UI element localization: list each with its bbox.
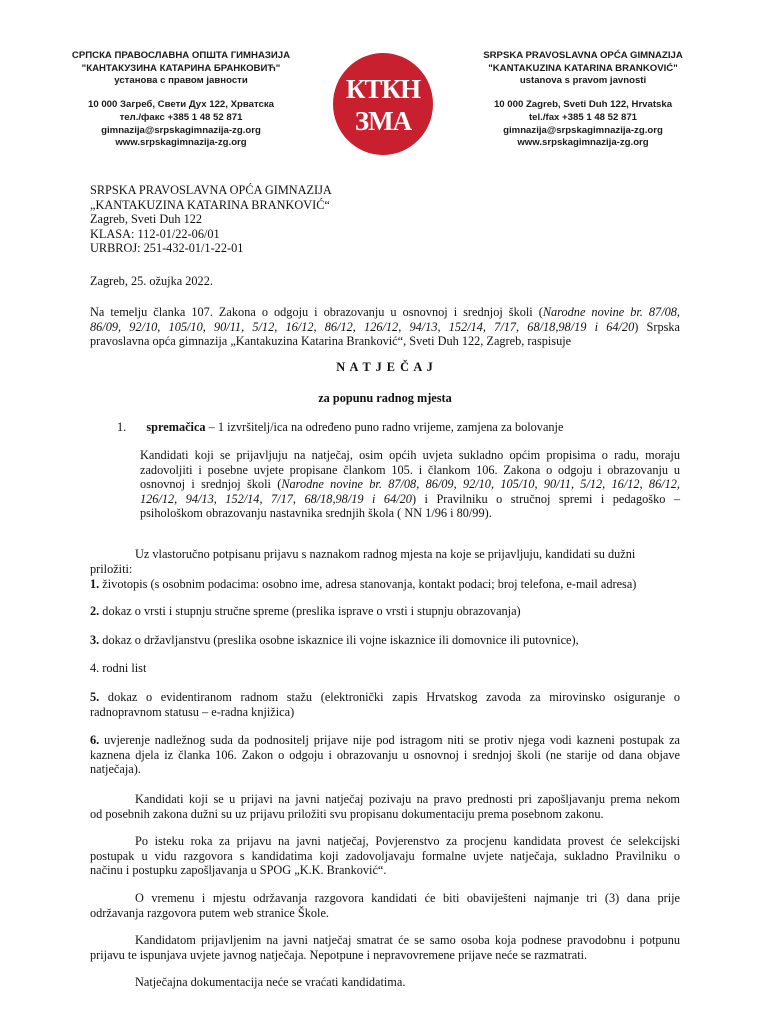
intro-paragraph: Na temelju članka 107. Zakona o odgoju i obrazovanju u osnovnoj i srednjoj školi (Narodne novine br. 87/08, 86/09, 92/10, 105/10, 90/11, 5/12, 16/12, 86/12, 126/12, 94/13, 152/14, 7/17, 68/18,98/19 i 64/20) Srpska pravoslavna opća gimnazija „Kantakuzina Katarina Branković“, Sveti Duh 122, Zagreb, raspisuje <box>90 305 680 349</box>
doc-item-6: 6. uvjerenje nadležnog suda da podnositelj prijave nije pod istragom niti se protiv njega vodi kazneni postupak za kaznena djela iz članka 106. Zakon o odgoju i obrazovanju u osnovnoj i srednjoj školi (ne starije od dana objave natječaja). <box>90 733 680 777</box>
doc-item-4: 4. rodni list <box>90 661 147 675</box>
school-status-latin: ustanova s pravom javnosti <box>519 75 647 87</box>
sender-subtitle: „KANTAKUZINA KATARINA BRANKOVIĆ“ <box>90 197 330 212</box>
school-name-cyrillic: СРПСКА ПРАВОСЛАВНА ОПШТА ГИМНАЗИЈА <box>71 50 291 61</box>
phone-latin: tel./fax +385 1 48 52 871 <box>528 111 637 123</box>
doc-item-5: 5. dokaz o evidentiranom radnom stažu (elektronički zapis Hrvatskog zavoda za mirovinsko osiguranje o radnopravnom statusu – e-radna knjižica) <box>90 690 680 719</box>
website-left[interactable]: www.srpskagimnazija-zg.org <box>115 137 247 149</box>
address-latin: 10 000 Zagreb, Sveti Duh 122, Hrvatska <box>493 99 673 111</box>
school-status-cyrillic: установа с правом јавности <box>114 75 248 87</box>
phone-cyrillic: тел./факс +385 1 48 52 871 <box>119 111 243 123</box>
letterhead-right <box>452 50 714 150</box>
urbroj: URBROJ: 251-432-01/1-22-01 <box>90 241 244 256</box>
sender-address: Zagreb, Sveti Duh 122 <box>90 212 203 227</box>
doc-item-3: 3. dokaz o državljanstvu (preslika osobne iskaznice ili vojne iskaznice ili domovnice ili putovnice), <box>90 633 579 647</box>
paragraph-eligibility: Kandidatom prijavljenim na javni natječaj smatrat će se samo osoba koja podnese pravodobnu i potpunu prijavu te ispunjava uvjete javnog natječaja. Nepotpune i nepravovremene prijave neće se razmatrati. <box>90 933 680 962</box>
klasa: KLASA: 112-01/22-06/01 <box>90 226 220 241</box>
email-right[interactable]: gimnazija@srpskagimnazija-zg.org <box>503 124 663 136</box>
position-name: spremačica <box>146 420 206 434</box>
logo-text-bottom: ЗМА <box>354 106 412 136</box>
document-title: N A T J E Č A J <box>336 360 434 374</box>
paragraph-interview: O vremenu i mjestu održavanja razgovora kandidati će biti obaviješteni najmanje tri (3) dana prije održavanja razgovora putem web stranice Škole. <box>90 891 680 920</box>
address-cyrillic: 10 000 Загреб, Свети Дух 122, Хрватска <box>87 99 274 111</box>
email-left[interactable]: gimnazija@srpskagimnazija-zg.org <box>101 124 261 136</box>
conditions-paragraph: Kandidati koji se prijavljuju na natječaj, osim općih uvjeta sukladno općim propisima o radu, moraju zadovoljiti i posebne uvjete propisane člankom 105. i člankom 106. Zakona o odgoju i obrazovanju u osnovnoj i srednjoj školi (Narodne novine br. 87/08, 86/09, 92/10, 105/10, 90/11, 5/12, 16/12, 86/12, 126/12, 94/13, 152/14, 7/17, 68/18,98/19 i 64/20) i Pravilniku o stručnoj spremi i pedagoško – psihološkom obrazovanju nastavnika srednjih škola ( NN 1/96 i 80/99). <box>140 448 681 521</box>
school-logo <box>331 52 435 156</box>
website-right[interactable]: www.srpskagimnazija-zg.org <box>517 137 649 149</box>
position-item <box>117 420 717 435</box>
paragraph-priority: Kandidati koji se u prijavi na javni natječaj pozivaju na pravo prednosti pri zapošljavanju prema nekom od posebnih zakona dužni su uz prijavu priložiti svu propisanu dokumentaciju prema posebnom zakonu. <box>90 792 680 821</box>
documents-intro: Uz vlastoručno potpisanu prijavu s naznakom radnog mjesta na koje se prijavljuju, kandidati su dužni priložiti: <box>90 547 636 576</box>
paragraph-documentation: Natječajna dokumentacija neće se vraćati kandidatima. <box>135 975 406 989</box>
position-number: 1. <box>117 420 127 434</box>
school-name-latin: SRPSKA PRAVOSLAVNA OPĆA GIMNAZIJA <box>483 50 683 61</box>
letterhead-left <box>50 50 312 150</box>
document-date: Zagreb, 25. ožujka 2022. <box>90 274 213 288</box>
logo-seal <box>333 53 433 155</box>
document-subtitle: za popunu radnog mjesta <box>318 391 452 405</box>
school-subtitle-cyrillic: "КАНТАКУЗИНА КАТАРИНА БРАНКОВИЋ" <box>81 62 281 74</box>
doc-item-1: 1. životopis (s osobnim podacima: osobno ime, adresa stanovanja, kontakt podaci; broj telefona, e-mail adresa) <box>90 577 637 591</box>
sender-name: SRPSKA PRAVOSLAVNA OPĆA GIMNAZIJA <box>90 183 332 197</box>
paragraph-selection: Po isteku roka za prijavu na javni natječaj, Povjerenstvo za procjenu kandidata provest će selekcijski postupak u vidu razgovora s kandidatima koji zadovoljavaju formalne uvjete natječaja, sukladno Pravilniku o načinu i postupku zapošljavanja u SPOG „K.K. Branković“. <box>90 834 680 878</box>
position-details: – 1 izvršitelj/ica na određeno puno radno vrijeme, zamjena za bolovanje <box>205 420 564 434</box>
doc-item-2: 2. dokaz o vrsti i stupnju stručne spreme (preslika isprave o vrsti i stupnju obrazovanja) <box>90 604 521 618</box>
school-subtitle-latin: "KANTAKUZINA KATARINA BRANKOVIĆ" <box>488 62 678 74</box>
logo-text-top: КТКН <box>345 74 421 104</box>
sender-block <box>90 183 332 256</box>
